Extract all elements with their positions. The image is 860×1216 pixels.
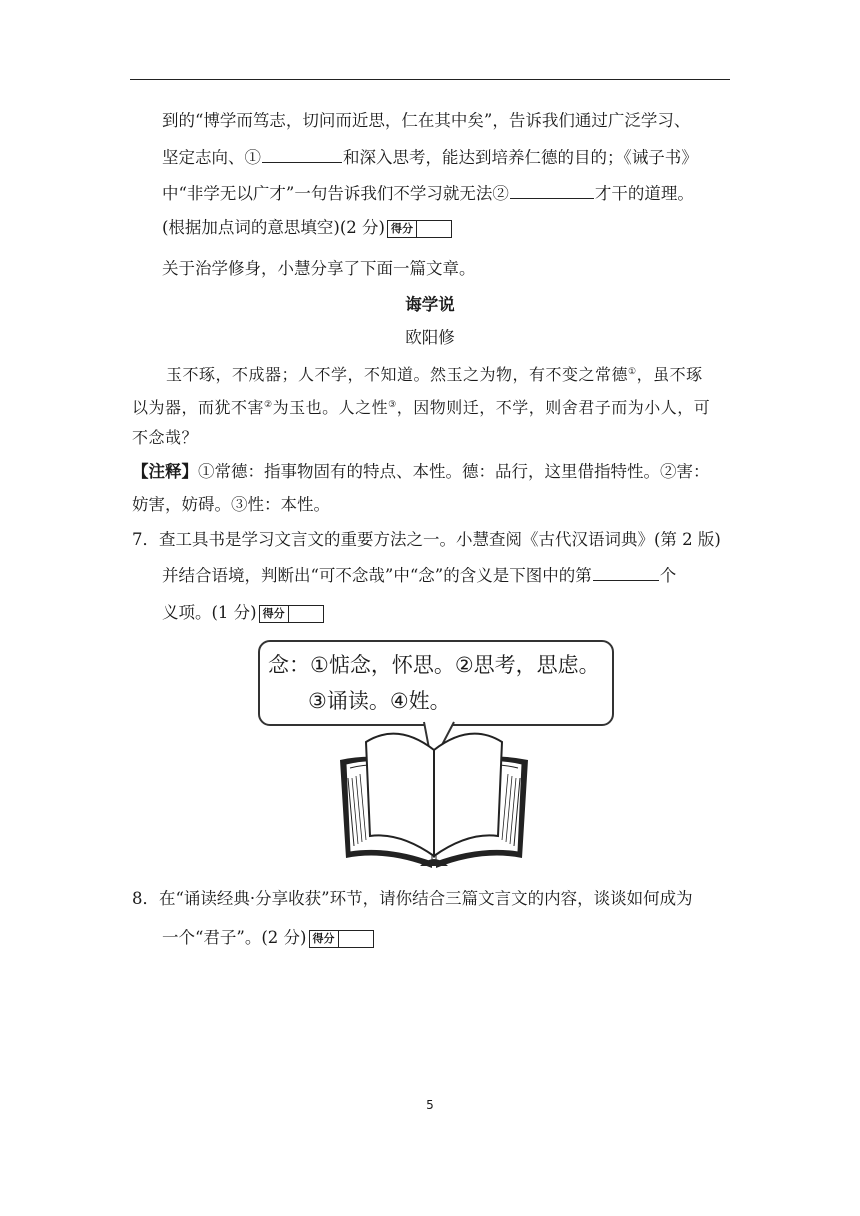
intro-text: 关于治学修身，小慧分享了下面一篇文章。 [162, 259, 476, 278]
score-input[interactable] [288, 605, 324, 623]
bubble-line-2: ③诵读。④姓。 [308, 689, 451, 713]
article-line-3: 不念哉？ [132, 428, 199, 447]
q8-line-2: 一个“君子”。(2 分) 得分 [162, 927, 374, 949]
page-number: 5 [426, 1098, 434, 1112]
notes-label: 【注释】 [132, 462, 198, 481]
para-line-2: 坚定志向、① 和深入思考，能达到培养仁德的目的；《诫子书》 [162, 148, 698, 167]
q7-line-2: 并结合语境，判断出“可不念哉”中“念”的含义是下图中的第 个 [162, 566, 677, 585]
para-line-1: 到的“博学而笃志，切问而近思，仁在其中矣”，告诉我们通过广泛学习、 [162, 111, 691, 130]
para-line-4: (根据加点词的意思填空)(2 分) 得分 [162, 217, 452, 239]
article-line-1: 玉不琢，不成器；人不学，不知道。然玉之为物，有不变之常德①，虽不琢 [166, 365, 703, 384]
answer-blank-2[interactable] [510, 182, 594, 199]
dictionary-bubble [258, 640, 614, 726]
q8-line-1: 8．在“诵读经典·分享收获”环节，请你结合三篇文言文的内容，谈谈如何成为 [132, 889, 693, 908]
score-box: 得分 [387, 220, 452, 238]
open-book-icon [336, 720, 532, 872]
q7-line-1: 7．查工具书是学习文言文的重要方法之一。小慧查阅《古代汉语词典》(第 2 版) [132, 530, 721, 549]
notes-line-2: 妨害，妨碍。③性：本性。 [132, 495, 330, 514]
para-line-3: 中“非学无以广才”一句告诉我们不学习就无法② 才干的道理。 [162, 184, 694, 203]
answer-blank-1[interactable] [262, 146, 342, 163]
score-input[interactable] [416, 220, 452, 238]
bubble-line-1: 念：①惦念，怀思。②思考，思虑。 [268, 653, 600, 677]
notes-line-1: 【注释】①常德：指事物固有的特点、本性。德：品行，这里借指特性。②害： [132, 462, 710, 481]
score-box: 得分 [259, 605, 324, 623]
article-line-2: 以为器，而犹不害②为玉也。人之性③，因物则迁，不学，则舍君子而为小人，可 [132, 398, 711, 417]
footnote-mark-1: ① [628, 367, 637, 377]
header-rule [130, 79, 730, 80]
q7-line-3: 义项。(1 分) 得分 [162, 602, 324, 624]
score-box: 得分 [309, 930, 374, 948]
answer-blank-3[interactable] [593, 564, 659, 581]
footnote-mark-3: ③ [388, 400, 397, 410]
article-author: 欧阳修 [405, 328, 455, 347]
score-input[interactable] [338, 930, 374, 948]
footnote-mark-2: ② [264, 400, 273, 410]
article-title: 诲学说 [405, 295, 455, 314]
